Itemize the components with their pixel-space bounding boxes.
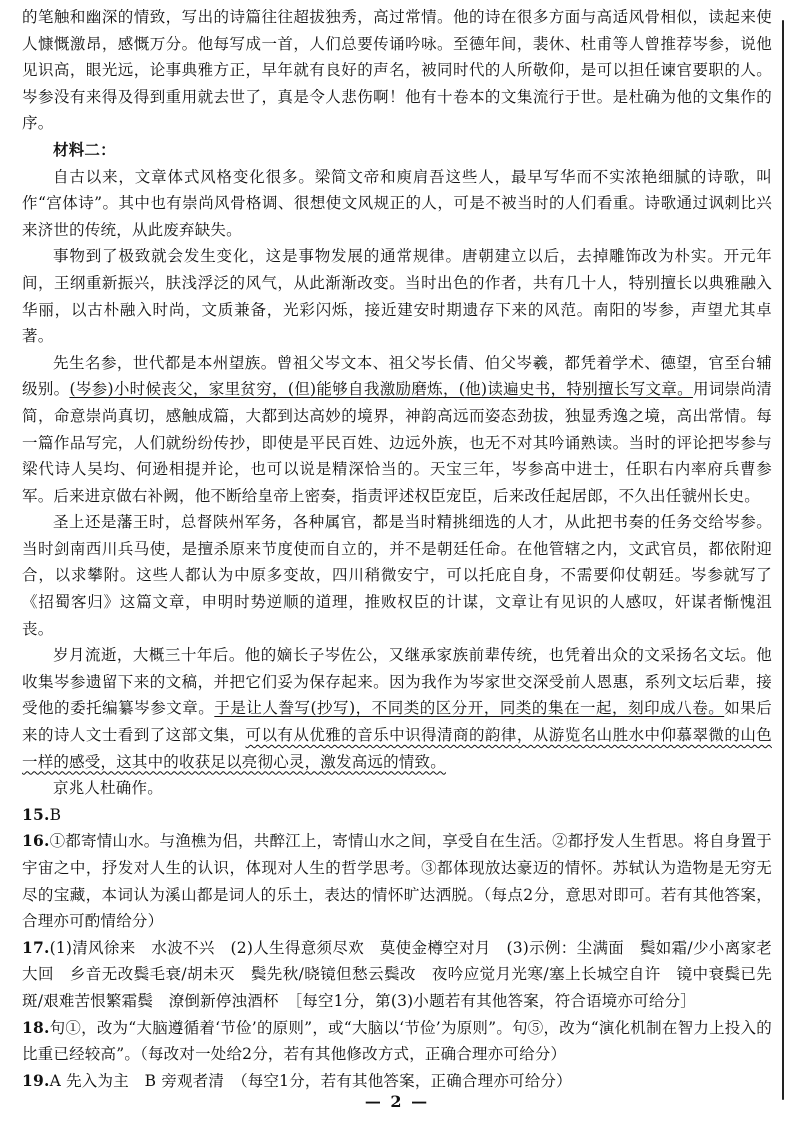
answer-number: 19. [22, 1070, 50, 1090]
answer-16 [22, 828, 772, 934]
p3-text-a: 先生名参，世代都是本州望族。曾祖父岑文本、祖父岑长倩、伯父岑羲，都凭着学术、德望，官至台辅级别。 [22, 353, 772, 399]
answer-text: A 先入为主 B 旁观者清 （每空1分，若有其他答案，正确合理亦可给分） [49, 1071, 572, 1090]
answer-number: 17. [22, 937, 50, 957]
answer-text: 句①，改为“大脑遵循着‘节俭’的原则”，或“大脑以‘节俭’为原则”。句⑤，改为“演化机制在智力上投入的比重已经较高”。（每改对一处给2分，若有其他修改方式，正确合理亦可给分） [22, 1018, 772, 1064]
answer-15 [22, 802, 772, 829]
material-two-paragraph-2: 事物到了极致就会发生变化，这是事物发展的通常规律。唐朝建立以后，去掉雕饰改为朴实。开元年间，王纲重新振兴，肤浅浮泛的风气，从此渐渐改变。当时出色的作者，共有几十人，特别擅长以典雅融入华丽，以古朴融入时尚，文质兼备，光彩闪烁，接近建安时期遗存下来的风范。南阳的岑参，声望尤其卓著。 [22, 247, 772, 346]
page-number: — 2 — [364, 1092, 430, 1111]
answer-text: ①都寄情山水。与渔樵为侣，共醉江上，寄情山水之间，享受自在生活。②都抒发人生哲思。将自身置于宇宙之中，抒发对人生的认识，体现对人生的哲学思考。③都体现放达豪迈的情怀。苏轼认为造物是无穷无尽的宝藏，本词认为溪山都是词人的乐土，表达的情怀旷达洒脱。（每点2分，意思对即可。若有其他答案，合理亦可酌情给分） [22, 832, 772, 931]
answer-18 [22, 1015, 772, 1068]
material-two-paragraph-3 [22, 350, 772, 510]
p3-text-b: 用词崇尚清简，命意崇尚真切，感触成篇，大都到达高妙的境界，神韵高远而姿态劲拔，独显秀逸之境，高出常情。每一篇作品写完，人们就纷纷传抄，即使是平民百姓、边远外族，也无不对其吟诵熟读。当时的评论把岑参与梁代诗人吴均、何逊相提并论，也可以说是精深恰当的。天宝三年，岑参高中进士，任职右内率府兵曹参军。后来进京做右补阙，他不断给皇帝上密奏，指责评述权臣宠臣，后来改任起居郎，不久出任虢州长史。 [22, 380, 772, 505]
answer-number: 16. [22, 831, 50, 851]
material-one-tail: 的笔触和幽深的情致，写出的诗篇往往超拔独秀，高过常情。他的诗在很多方面与高适风骨相似，读起来使人慷慨激昂，感慨万分。他每写成一首，人们总要传诵吟咏。至德年间，裴休、杜甫等人曾推荐岑参，说他见识高，眼光远，论事典雅方正，早年就有良好的声名，被同时代的人所敬仰，是可以担任谏官要职的人。岑参没有来得及得到重用就去世了，真是令人悲伤啊！他有十卷本的文集流行于世。是杜确为他的文集作的序。 [22, 8, 772, 133]
p5-text-a: 岁月流逝，大概三十年后。他的嫡长子岑佐公，又继承家族前辈传统，也凭着出众的文采扬名文坛。他收集岑参遗留下来的文稿，并把它们妥为保存起来。因为我作为岑家世交深受前人恩惠，系列文坛后辈，接受他的委托编纂岑参文章。 [22, 646, 772, 718]
answer-17 [22, 935, 772, 1015]
p5-wavy-underlined-sentence: 可以有从优雅的音乐中识得清商的韵律，从游览名山胜水中仰慕翠微的山色一样的感受，这其中的收获足以亮彻心灵，激发高远的情致。 [22, 726, 772, 771]
answer-text: B [49, 805, 62, 824]
p5-underlined-sentence: 于是让人誊写(抄写)，不同类的区分开，同类的集在一起，刻印成八卷。 [214, 699, 725, 718]
binding-edge-line [782, 20, 784, 1100]
answer-text: (1)清风徐来 水波不兴 (2)人生得意须尽欢 莫使金樽空对月 (3)示例：尘满面 鬓如霜/少小离家老大回 乡音无改鬓毛衰/胡未灭 鬓先秋/晓镜但愁云鬓改 夜吟应觉月光寒/塞上长城空自许 镜中衰鬓已先斑/艰难苦恨繁霜鬓 潦倒新停浊酒杯 ［每空1分，第(3)小题若有其他答案，符合语境亦可给分］ [22, 938, 772, 1010]
p5-text-b: 如果后来的诗人文士看到了这部文集， [22, 699, 773, 745]
material-two-author: 京兆人杜确作。 [53, 779, 163, 798]
material-two-paragraph-5 [22, 642, 772, 775]
material-two-paragraph-4: 圣上还是藩王时，总督陕州军务，各种属官，都是当时精挑细选的人才，从此把书奏的任务交给岑参。当时剑南西川兵马使，是擅杀原来节度使而自立的，并不是朝廷任命。在他管辖之内，文武官员，都依附迎合，以求攀附。这些人都认为中原多变故，四川稍微安宁，可以托庇自身，不需要仰仗朝廷。岑参就写了《招蜀客归》这篇文章，申明时势逆顺的道理，推败权臣的计谋，文章让有见识的人感叹，奸谋者惭愧沮丧。 [22, 513, 772, 638]
p3-underlined-sentence: (岑参)小时候丧父，家里贫穷，(但)能够自我激励磨炼，(他)读遍史书，特别擅长写文章。 [69, 380, 694, 399]
answer-19 [22, 1068, 772, 1095]
answer-number: 15. [22, 804, 50, 824]
answer-number: 18. [22, 1017, 50, 1037]
material-two-heading: 材料二： [53, 139, 116, 159]
material-two-paragraph-1: 自古以来，文章体式风格变化很多。梁简文帝和庾肩吾这些人，最早写华而不实浓艳细腻的诗歌，叫作“宫体诗”。其中也有崇尚风骨格调、很想使文风规正的人，可是不被当时的人们看重。诗歌通过讽刺比兴来济世的传统，从此废弃缺失。 [22, 167, 772, 239]
